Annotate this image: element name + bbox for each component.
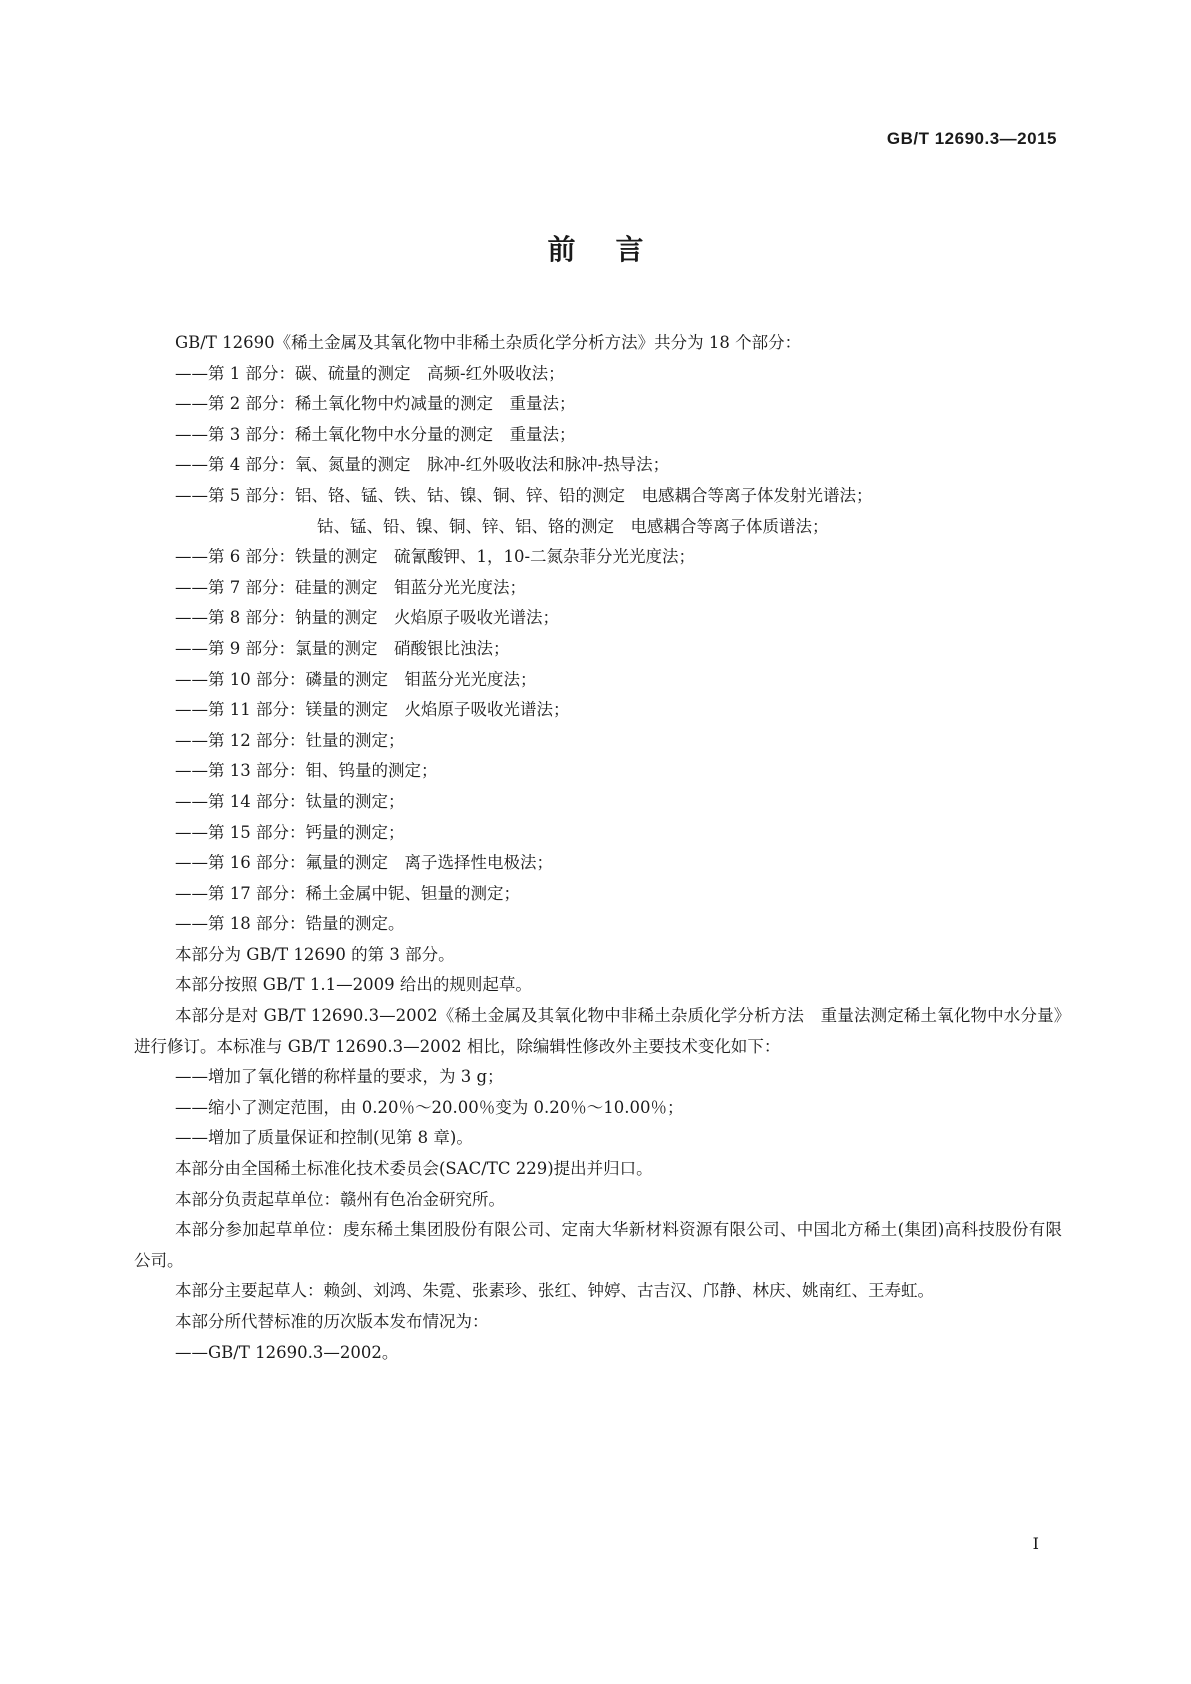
main-drafters: 本部分主要起草人：赖剑、刘鸿、朱霓、张素珍、张红、钟婷、古吉汉、邝静、林庆、姚南红、王寿虹。 bbox=[175, 1281, 934, 1301]
list-item-part-9: ——第 9 部分：氯量的测定 硝酸银比浊法； bbox=[175, 638, 510, 658]
change-item-3: ——增加了质量保证和控制(见第 8 章)。 bbox=[175, 1128, 473, 1148]
list-item-part-7: ——第 7 部分：硅量的测定 钼蓝分光光度法； bbox=[175, 577, 526, 597]
part-statement: 本部分为 GB/T 12690 的第 3 部分。 bbox=[175, 944, 455, 964]
page-title: 前言 bbox=[547, 233, 684, 266]
list-item-part-16: ——第 16 部分：氟量的测定 离子选择性电极法； bbox=[175, 853, 553, 873]
list-item-part-18: ——第 18 部分：锆量的测定。 bbox=[175, 914, 405, 934]
list-item-part-1: ——第 1 部分：碳、硫量的测定 高频-红外吸收法； bbox=[175, 363, 565, 383]
participating-units: 本部分参加起草单位：虔东稀土集团股份有限公司、定南大华新材料资源有限公司、中国北方稀土(集团)高科技股份有限公司。 bbox=[134, 1220, 1062, 1270]
list-item-part-14: ——第 14 部分：钛量的测定； bbox=[175, 791, 405, 811]
change-item-2: ——缩小了测定范围，由 0.20％～20.00％变为 0.20％～10.00％； bbox=[175, 1097, 684, 1117]
list-item-part-8: ——第 8 部分：钠量的测定 火焰原子吸收光谱法； bbox=[175, 608, 559, 628]
page-number: I bbox=[1032, 1534, 1039, 1553]
list-item-part-10: ——第 10 部分：磷量的测定 钼蓝分光光度法； bbox=[175, 669, 537, 689]
list-item-part-5: ——第 5 部分：铝、铬、锰、铁、钴、镍、铜、锌、铅的测定 电感耦合等离子体发射光谱法； bbox=[175, 485, 873, 505]
list-item-part-3: ——第 3 部分：稀土氧化物中水分量的测定 重量法； bbox=[175, 424, 576, 444]
list-item-part-12: ——第 12 部分：钍量的测定； bbox=[175, 730, 405, 750]
list-item-part-17: ——第 17 部分：稀土金属中铌、钽量的测定； bbox=[175, 883, 520, 903]
responsible-unit: 本部分负责起草单位：赣州有色冶金研究所。 bbox=[175, 1189, 505, 1209]
list-item-part-15: ——第 15 部分：钙量的测定； bbox=[175, 822, 405, 842]
intro-paragraph: GB/T 12690《稀土金属及其氧化物中非稀土杂质化学分析方法》共分为 18 个部分： bbox=[175, 333, 802, 352]
proposer-statement: 本部分由全国稀土标准化技术委员会(SAC/TC 229)提出并归口。 bbox=[175, 1159, 653, 1179]
revision-statement: 本部分是对 GB/T 12690.3—2002《稀土金属及其氧化物中非稀土杂质化学分析方法 重量法测定稀土氧化物中水分量》进行修订。本标准与 GB/T 12690.3—2002 相比，除编辑性修改外主要技术变化如下： bbox=[134, 1006, 1062, 1056]
list-item-part-5-continued: 钴、锰、铅、镍、铜、锌、铝、铬的测定 电感耦合等离子体质谱法； bbox=[317, 516, 829, 536]
standard-code: GB/T 12690.3—2015 bbox=[886, 129, 1057, 148]
previous-edition-item: ——GB/T 12690.3—2002。 bbox=[175, 1342, 399, 1362]
list-item-part-6: ——第 6 部分：铁量的测定 硫氰酸钾、1，10-二氮杂菲分光光度法； bbox=[175, 547, 696, 567]
list-item-part-4: ——第 4 部分：氧、氮量的测定 脉冲-红外吸收法和脉冲-热导法； bbox=[175, 455, 670, 475]
drafting-rules: 本部分按照 GB/T 1.1—2009 给出的规则起草。 bbox=[175, 975, 532, 995]
list-item-part-2: ——第 2 部分：稀土氧化物中灼减量的测定 重量法； bbox=[175, 394, 576, 414]
document-body bbox=[134, 328, 1062, 1368]
list-item-part-11: ——第 11 部分：镁量的测定 火焰原子吸收光谱法； bbox=[175, 700, 570, 720]
previous-editions-intro: 本部分所代替标准的历次版本发布情况为： bbox=[175, 1312, 489, 1331]
list-item-part-13: ——第 13 部分：钼、钨量的测定； bbox=[175, 761, 438, 781]
change-item-1: ——增加了氧化镨的称样量的要求，为 3 g； bbox=[175, 1067, 504, 1087]
